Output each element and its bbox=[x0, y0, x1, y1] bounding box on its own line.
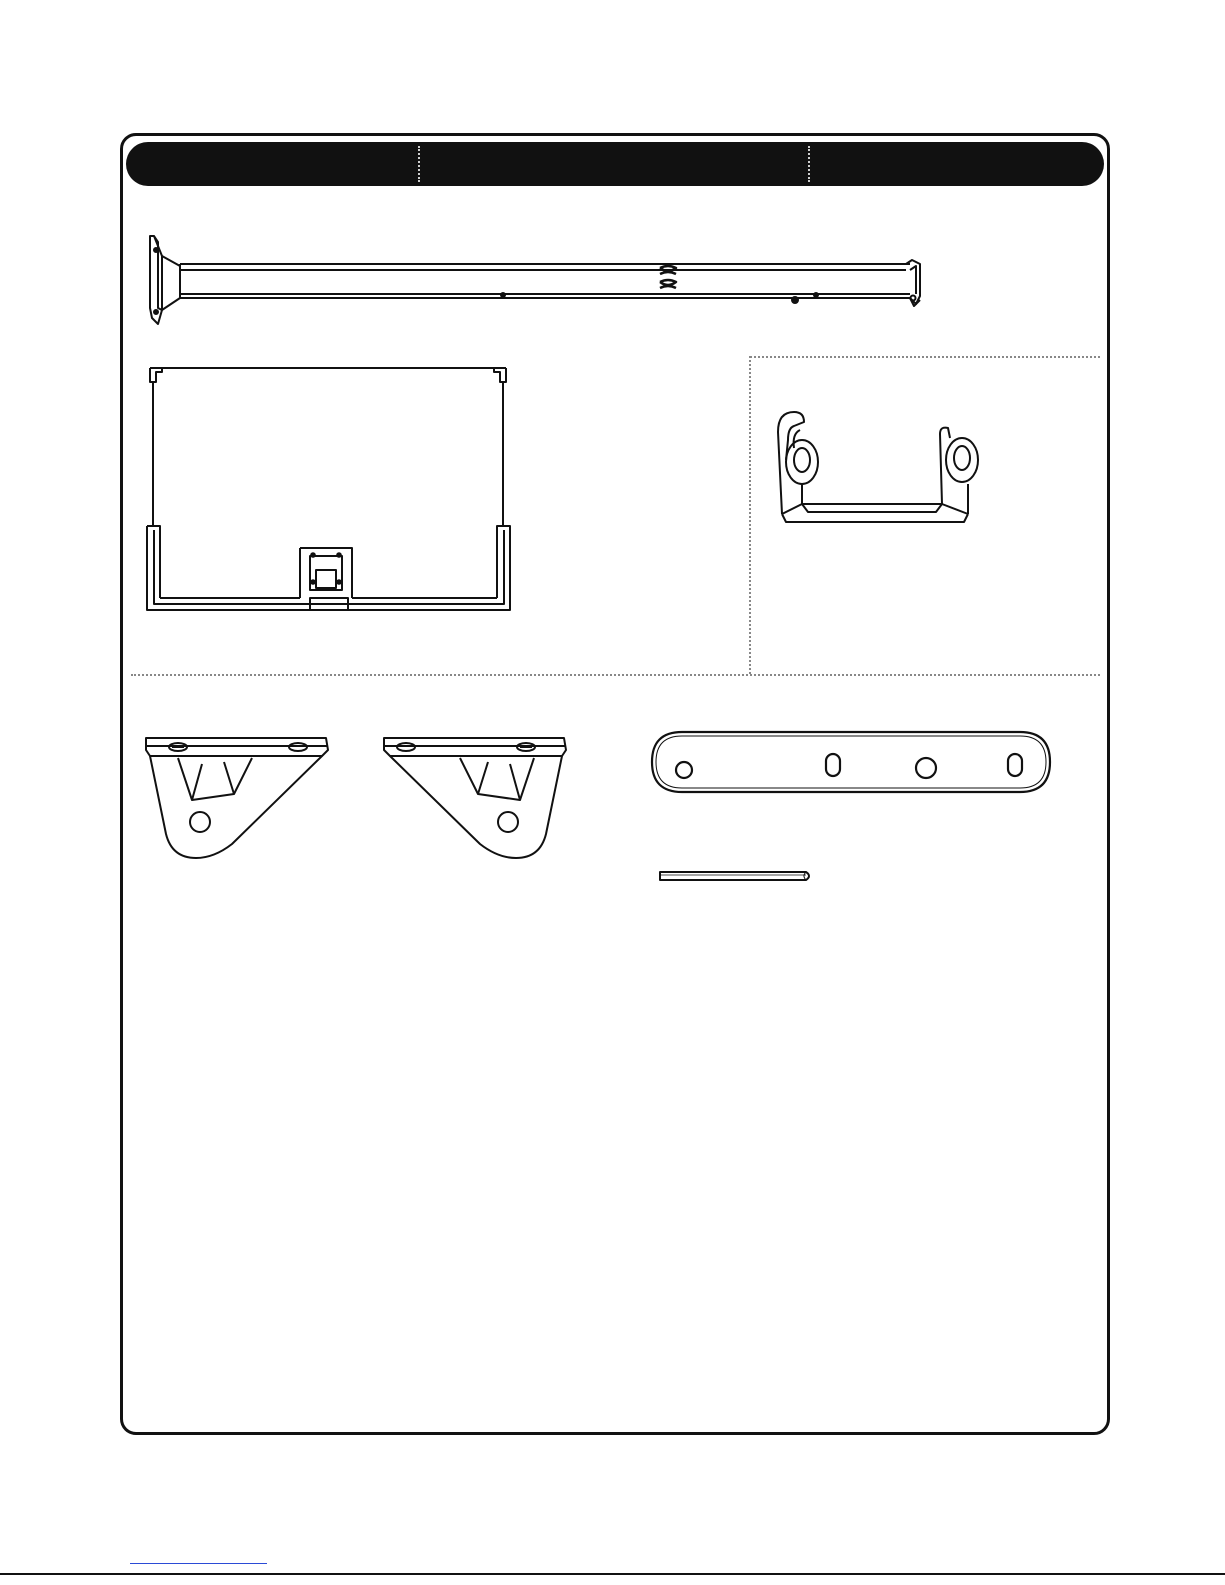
header-column-1 bbox=[126, 142, 418, 186]
angle-bracket-left-icon bbox=[142, 734, 332, 860]
slotted-strap-icon bbox=[648, 728, 1054, 796]
u-frame-bracket-icon bbox=[140, 360, 525, 620]
section-divider bbox=[131, 674, 1100, 676]
section-divider bbox=[750, 356, 1100, 358]
angle-bracket-right-icon bbox=[380, 734, 570, 860]
u-bracket-icon bbox=[772, 404, 992, 534]
header-column-3 bbox=[810, 142, 1104, 186]
footer-rule bbox=[0, 1573, 1225, 1575]
header-column-2 bbox=[420, 142, 808, 186]
section-divider bbox=[749, 356, 751, 674]
footer-link-underline bbox=[130, 1563, 267, 1564]
square-tube-arm-icon bbox=[140, 228, 940, 328]
rod-pin-icon bbox=[656, 868, 816, 884]
